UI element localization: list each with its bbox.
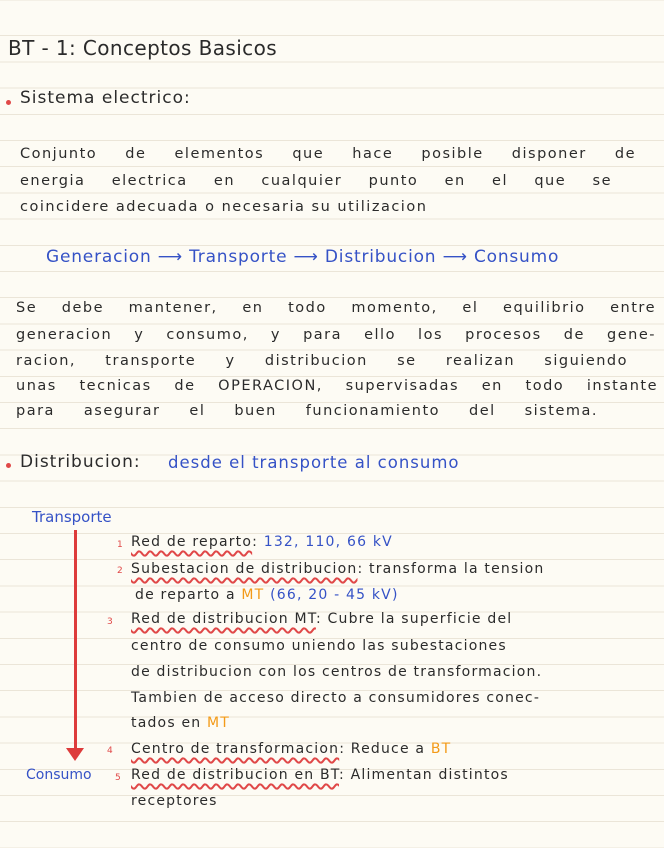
item-2-values: (66, 20 - 45 kV) [270, 587, 399, 603]
item-2-line2a: de reparto a [135, 587, 236, 603]
item-4-line [131, 741, 451, 757]
energy-flow-line: Generacion ⟶ Transporte ⟶ Distribucion ⟶ Consumo [46, 247, 560, 267]
bullet-icon [6, 463, 11, 468]
item-4-rest: Reduce a [350, 741, 426, 757]
paragraph-line-1: Se debe mantener, en todo momento, el equilibrio entre [16, 300, 656, 316]
item-2-mt: MT [241, 587, 265, 603]
item-1-term: Red de reparto [131, 534, 253, 550]
item-2-sep: : [357, 561, 364, 577]
item-3-more-3: Tambien de acceso directo a consumidores conec- [131, 690, 541, 706]
item-2-term: Subestacion de distribucion [131, 561, 358, 577]
label-consumo: Consumo [26, 767, 92, 783]
distribucion-subtitle: desde el transporte al consumo [168, 453, 460, 472]
item-3-mt: MT [207, 715, 231, 731]
item-1-value: 132, 110, 66 kV [263, 534, 393, 550]
item-2-line-2 [135, 587, 399, 603]
down-arrow-head-icon [66, 748, 84, 761]
section-heading-sistema: Sistema electrico: [20, 88, 191, 108]
item-4-sep: : [339, 741, 346, 757]
item-number: 3 [107, 617, 113, 627]
item-2-line [131, 561, 544, 577]
item-3-term: Red de distribucion MT [131, 611, 316, 627]
item-number: 5 [115, 773, 121, 783]
down-arrow-shaft [74, 530, 77, 750]
page-title: BT - 1: Conceptos Basicos [8, 36, 278, 60]
item-5-line [131, 767, 509, 783]
item-number: 4 [107, 746, 113, 756]
item-number: 1 [117, 540, 123, 550]
item-4-term: Centro de transformacion [131, 741, 340, 757]
paragraph-line-4: unas tecnicas de OPERACION, supervisadas en todo instante [16, 378, 658, 394]
item-3-sep: : [315, 611, 322, 627]
item-3-line [131, 611, 512, 627]
label-transporte: Transporte [32, 508, 112, 526]
item-1-sep: : [252, 534, 259, 550]
definition-line-1: Conjunto de elementos que hace posible disponer de [20, 146, 636, 162]
item-number: 2 [117, 566, 123, 576]
item-1-line [131, 534, 393, 550]
item-3-more-2: de distribucion con los centros de transformacion. [131, 664, 543, 680]
item-5-term: Red de distribucion en BT [131, 767, 339, 783]
item-5-sep: : [339, 767, 345, 783]
item-3-rest: Cubre la superficie del [327, 611, 513, 627]
paragraph-line-3: racion, transporte y distribucion se realizan siguiendo [16, 353, 628, 369]
bullet-icon [6, 100, 11, 105]
item-5-line-2: receptores [131, 793, 218, 809]
item-4-bt: BT [430, 741, 452, 757]
section-heading-distribucion: Distribucion: [20, 452, 141, 472]
item-3-more-1: centro de consumo uniendo las subestaciones [131, 638, 507, 654]
paragraph-line-5: para asegurar el buen funcionamiento del sistema. [16, 403, 598, 419]
item-3-last [131, 715, 230, 731]
definition-line-2: energia electrica en cualquier punto en el que se [20, 173, 612, 189]
definition-line-3: coincidere adecuada o necesaria su utilizacion [20, 199, 428, 215]
item-5-rest: Alimentan distintos [350, 767, 509, 783]
item-3-last-a: tados en [131, 715, 202, 731]
item-2-rest: transforma la tension [369, 561, 545, 577]
paragraph-line-2: generacion y consumo, y para ello los procesos de gene- [16, 327, 656, 343]
